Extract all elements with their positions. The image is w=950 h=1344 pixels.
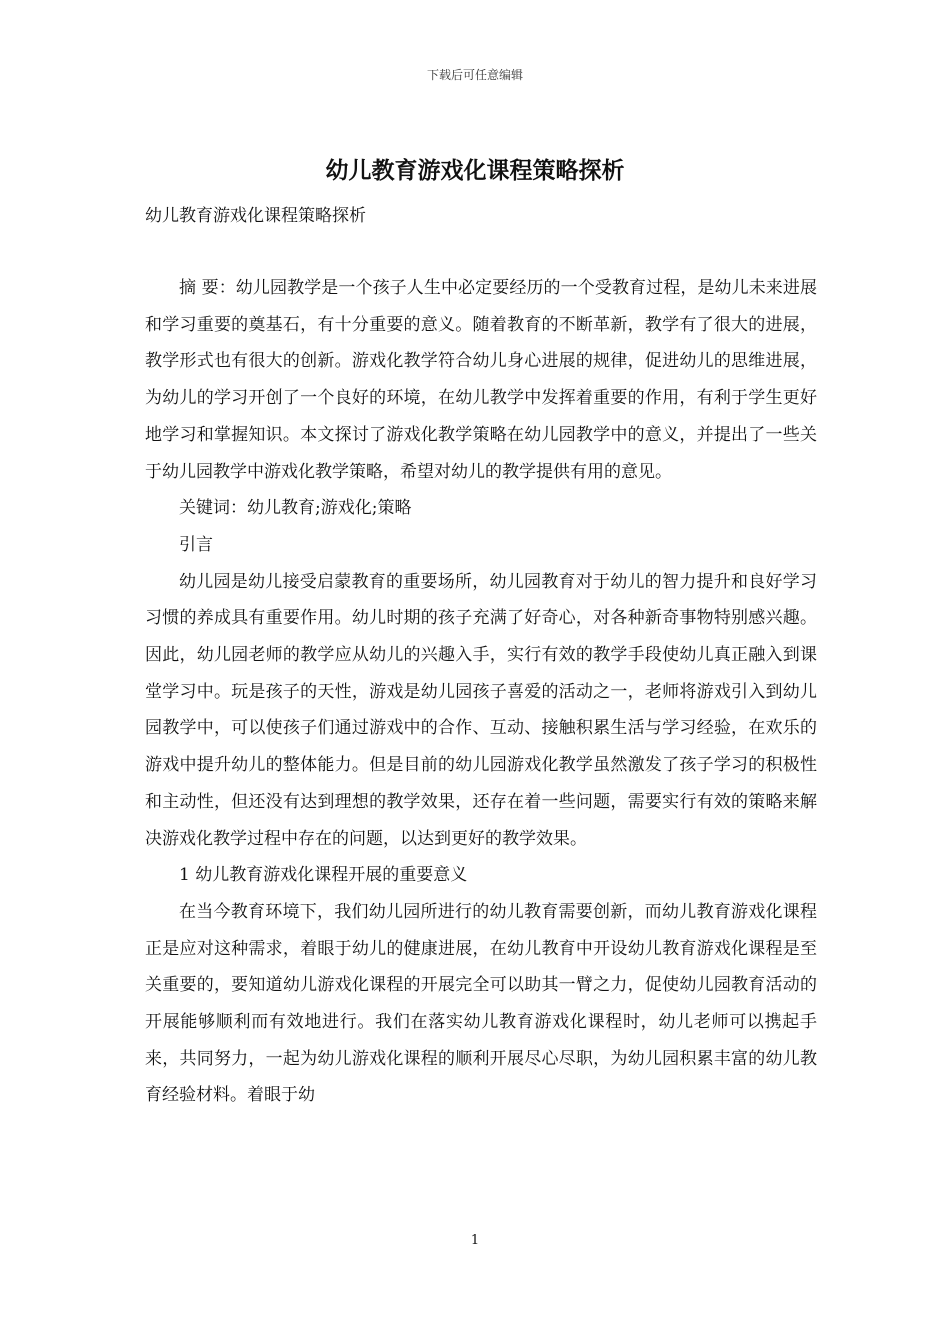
section-1-heading: 1 幼儿教育游戏化课程开展的重要意义 bbox=[179, 865, 468, 886]
document-title: 幼儿教育游戏化课程策略探析 bbox=[325, 157, 625, 184]
abstract-paragraph: 摘 要：幼儿园教学是一个孩子人生中必定要经历的一个受教育过程，是幼儿未来进展和学习重要的奠基石，有十分重要的意义。随着教育的不断革新，教学有了很大的进展，教学形式也有很大的创新。游戏化教学符合幼儿身心进展的规律，促进幼儿的思维进展，为幼儿的学习开创了一个良好的环境，在幼儿教学中发挥着重要的作用，有利于学生更好地学习和掌握知识。本文探讨了游戏化教学策略在幼儿园教学中的意义，并提出了一些关于幼儿园教学中游戏化教学策略，希望对幼儿的教学提供有用的意见。 bbox=[145, 278, 817, 482]
keywords-line: 关键词：幼儿教育;游戏化;策略 bbox=[179, 498, 412, 519]
section-1-paragraph: 在当今教育环境下，我们幼儿园所进行的幼儿教育需要创新，而幼儿教育游戏化课程正是应对这种需求，着眼于幼儿的健康进展，在幼儿教育中开设幼儿教育游戏化课程是至关重要的，要知道幼儿游戏化课程的开展完全可以助其一臂之力，促使幼儿园教育活动的开展能够顺利而有效地进行。我们在落实幼儿教育游戏化课程时，幼儿老师可以携起手来，共同努力，一起为幼儿游戏化课程的顺利开展尽心尽职，为幼儿园积累丰富的幼儿教育经验材料。着眼于幼 bbox=[145, 901, 817, 1106]
document-body bbox=[145, 270, 817, 1114]
page-number: 1 bbox=[470, 1233, 480, 1248]
page-header-note: 下载后可任意编辑 bbox=[426, 68, 523, 82]
intro-paragraph: 幼儿园是幼儿接受启蒙教育的重要场所，幼儿园教育对于幼儿的智力提升和良好学习习惯的养成具有重要作用。幼儿时期的孩子充满了好奇心，对各种新奇事物特别感兴趣。因此，幼儿园老师的教学应从幼儿的兴趣入手，实行有效的教学手段使幼儿真正融入到课堂学习中。玩是孩子的天性，游戏是幼儿园孩子喜爱的活动之一，老师将游戏引入到幼儿园教学中，可以使孩子们通过游戏中的合作、互动、接触积累生活与学习经验，在欢乐的游戏中提升幼儿的整体能力。但是目前的幼儿园游戏化教学虽然激发了孩子学习的积极性和主动性，但还没有达到理想的教学效果，还存在着一些问题，需要实行有效的策略来解决游戏化教学过程中存在的问题，以达到更好的教学效果。 bbox=[145, 571, 817, 849]
intro-heading: 引言 bbox=[179, 534, 213, 555]
document-subtitle: 幼儿教育游戏化课程策略探析 bbox=[145, 206, 366, 226]
